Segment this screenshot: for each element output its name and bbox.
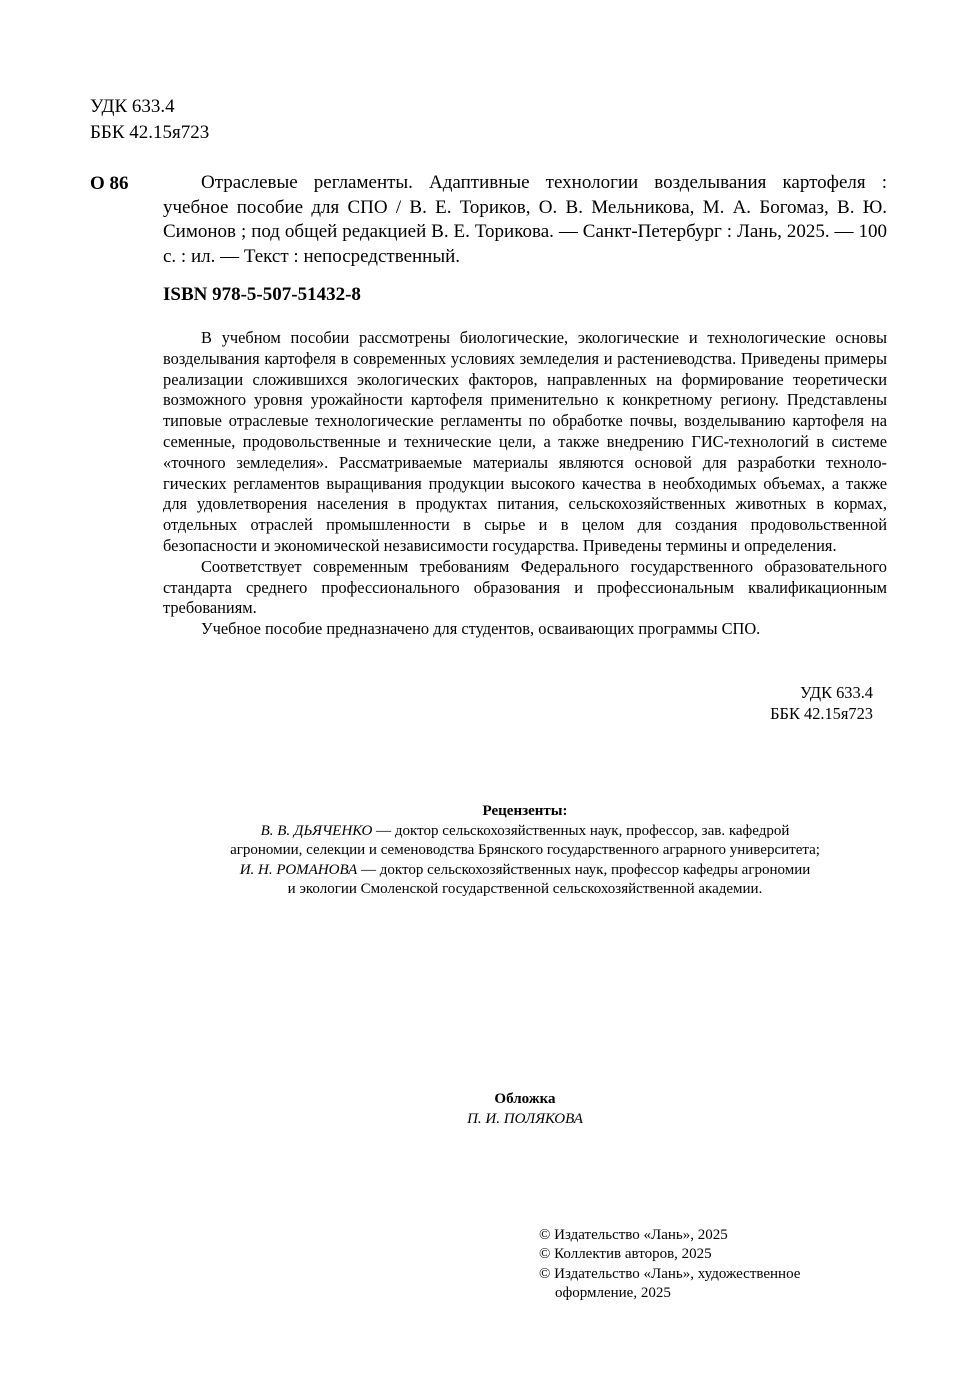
copyright-line-1: © Издательство «Лань», 2025 [539,1227,728,1243]
reviewer-2-name: И. Н. РОМАНОВА [239,861,358,878]
reviewer-2 [160,861,890,900]
cover-heading: Обложка [494,1091,556,1107]
author-sign: О 86 [90,173,129,194]
annotation-paragraph-1: В учебном пособии рассмотрены биологические, экологические и технологические основы возделывания картофеля в современных условиях земледелия и растениеводства. Приведены примеры реализации сложившихся экологических факторов, направленных на формирование теоретически возможного уровня урожайности картофеля применительно к конкретному региону. Представлены типовые отраслевые технологические регламенты по обработке почвы, возделыванию картофеля на семенные, продовольственные и технические цели, а также внедрению ГИС-технологий в системе «точного земледелия». Рассматриваемые материалы являются основой для разработки технологических регламентов выращивания продукции высокого качества в необходимых объемах, а также для удовлетворения населения в продуктах питания, сельскохозяйственных животных в кормах, отдельных отраслей промышленности в сырье и в целом для создания продовольственной безопасности и экономической независимости государства. Приведены термины и определения. [163,328,887,555]
copyright-line-3: © Издательство «Лань», художественное [539,1265,801,1282]
annotation-classification [740,683,873,725]
annotation-paragraph-3: Учебное пособие предназначено для студентов, осваивающих программы СПО. [201,619,761,639]
cover-credit [400,1090,650,1129]
reviewer-1-line1 [160,822,890,842]
udk-code: УДК 633.4 [90,96,175,117]
reviewer-1-name: В. В. ДЬЯЧЕНКО [260,822,373,839]
bbk-code: ББК 42.15я723 [90,122,210,143]
copyright-line-2: © Коллектив авторов, 2025 [539,1246,712,1263]
reviewers-heading: Рецензенты: [482,803,568,819]
reviewer-2-line2: и экологии Смоленской государственной сельскохозяйственной академии. [287,881,763,898]
classification-block [90,94,209,146]
reviewer-2-line1 [160,861,890,881]
reviewer-2-details: — доктор сельскохозяйственных наук, профессор кафедры агрономии [357,861,811,878]
annotation-bbk: ББК 42.15я723 [770,703,873,723]
reviewer-1 [160,822,890,861]
annotation-paragraph-2: Соответствует современным требованиям Федерального государственного образовательного стандарта среднего профессионального образования и профессиональным квалификационным требованиям. [163,556,887,618]
copyright-block [539,1226,859,1304]
copyright-line-3-continuation: оформление, 2025 [555,1285,671,1302]
bibliographic-description: Отраслевые регламенты. Адаптивные технологии возделывания картофеля : учебное пособие для СПО / В. Е. Ториков, О. В. Мельникова, М. А. Богомаз, В. Ю. Симонов ; под общей редакцией В. Е. Торикова. — Санкт-Петербург : Лань, 2025. — 100 с. : ил. — Текст : непосредственный. [163,172,887,267]
annotation-udk: УДК 633.4 [799,683,873,702]
annotation [163,328,887,640]
reviewer-1-line2: агрономии, селекции и семеноводства Брянского государственного аграрного университета; [230,842,820,859]
cover-designer: П. И. ПОЛЯКОВА [467,1110,583,1127]
isbn: ISBN 978-5-507-51432-8 [163,284,361,305]
reviewers-block [160,802,890,900]
reviewer-1-details: — доктор сельскохозяйственных наук, профессор, зав. кафедрой [372,822,790,839]
